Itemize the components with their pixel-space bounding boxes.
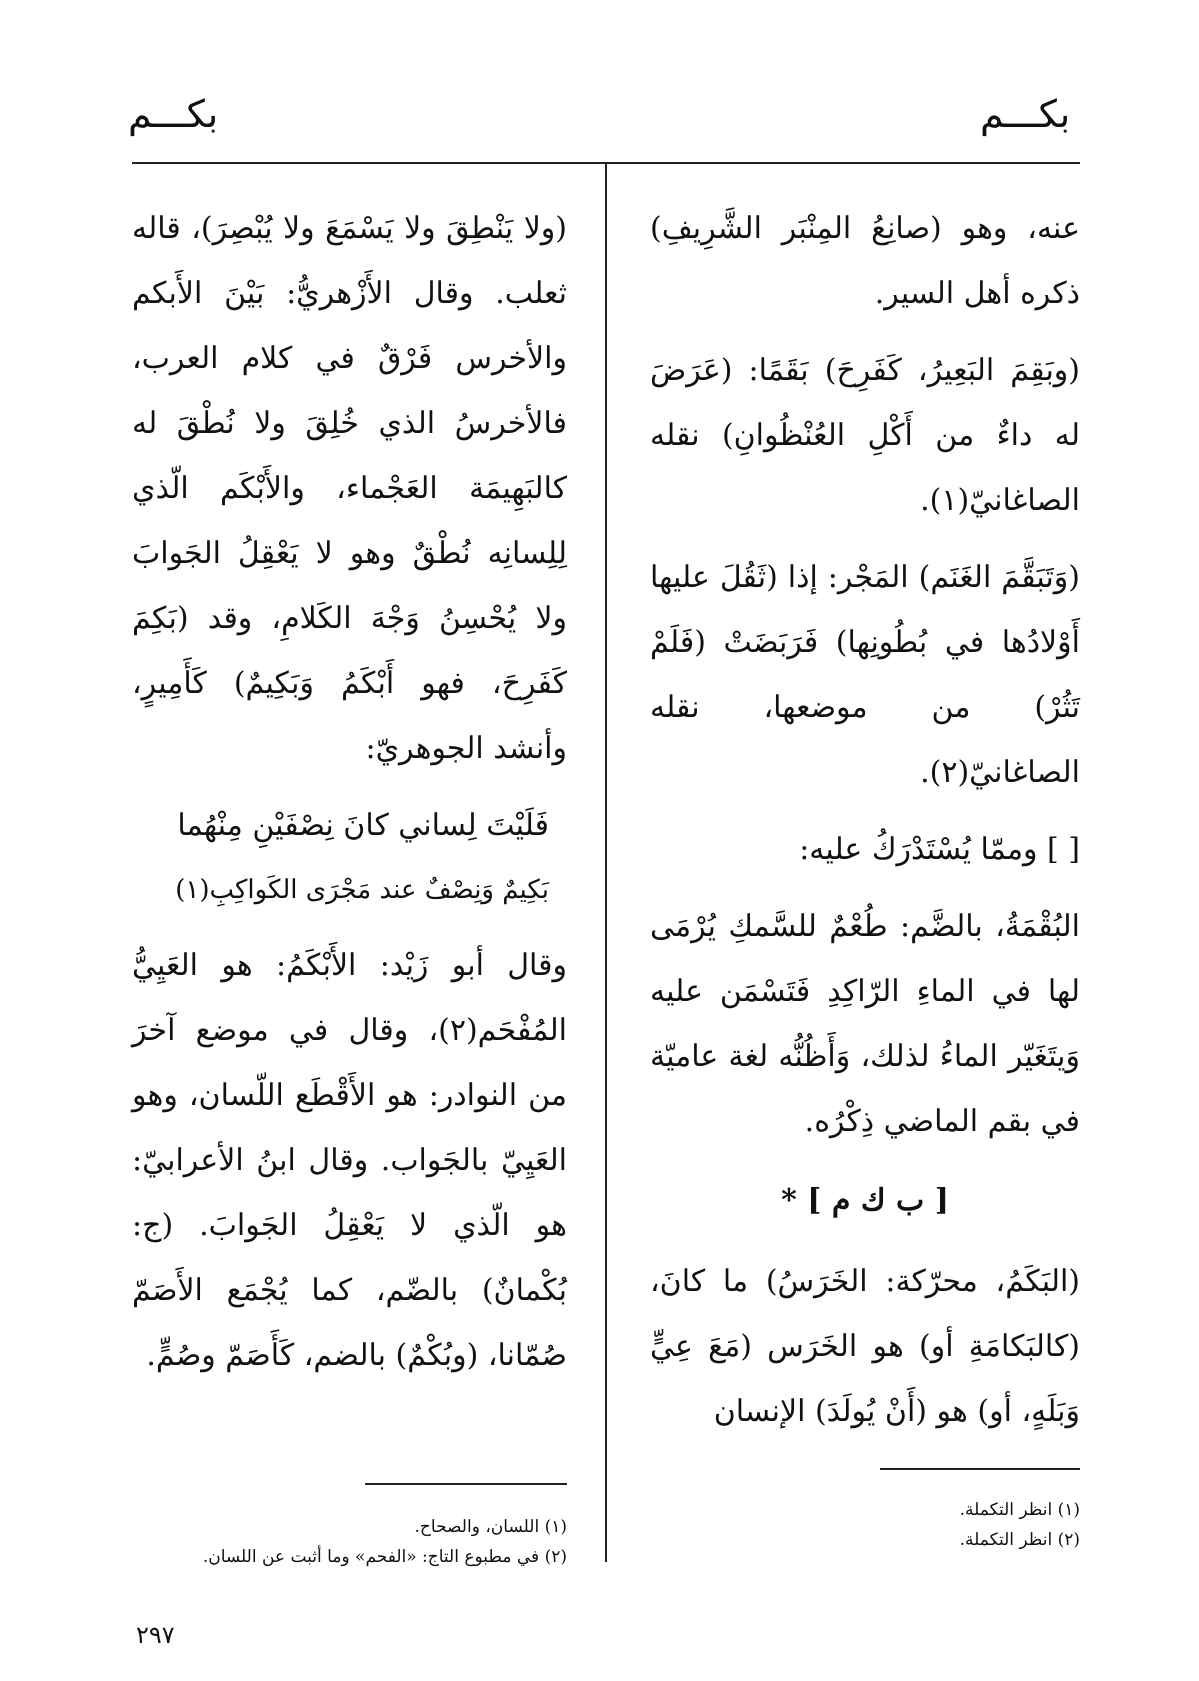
- verse-line: بَكِيمٌ وَنِصْفٌ عند مَجْرَى الكَواكِبِ(١): [175, 875, 549, 905]
- verse: [132, 793, 567, 923]
- paragraph: (وَتَبَقَّمَ الغَنَم) المَجْر: إذا (ثَقُلَ عليها أَوْلادُها في بُطُونِها) فَرَبَضَتْ (فَلَمْ تَثُرْ) من موضعها، نقله الصاغانيّ(٢).: [650, 560, 1080, 790]
- paragraph: (وبَقِمَ البَعِيرُ، كَفَرِحَ) بَقَمًا: (عَرَضَ له داءٌ من أَكْلِ العُنْظُوانِ) نقله الصاغانيّ(١).: [650, 353, 1080, 518]
- verse-line: فَلَيْتَ لِساني كانَ نِصْفَيْنِ مِنْهُما: [177, 808, 549, 843]
- footnote-rule: [365, 1483, 567, 1485]
- footnote: (٢) في مطبوع التاج: «الفحم» وما أثبت عن اللسان.: [202, 1547, 567, 1567]
- column-divider: [605, 162, 607, 1562]
- paragraph: البُقْمَةُ، بالضَّم: طُعْمٌ للسَّمكِ يُرْمَى لها في الماءِ الرّاكِدِ فَتَسْمَن عليه وَيتَغَيّر الماءُ لذلك، وَأَظُنُّه لغة عاميّة في بقم الماضي ذِكْرُه.: [650, 909, 1080, 1139]
- right-column: [650, 196, 1080, 1456]
- paragraph: عنه، وهو (صانِعُ المِنْبَر الشَّرِيفِ) ذكره أهل السير.: [650, 211, 1080, 311]
- footnote: (٢) انظر التكملة.: [959, 1530, 1080, 1550]
- footnotes-right: [780, 1495, 1080, 1555]
- footnote: (١) انظر التكملة.: [959, 1500, 1080, 1520]
- footnote-rule: [880, 1468, 1080, 1470]
- footnote: (١) اللسان، والصحاح.: [414, 1517, 567, 1537]
- running-header-right: بكـــم: [980, 92, 1071, 136]
- entry-heading: [ ب ك م ] *: [781, 1183, 949, 1218]
- paragraph: [ ] وممّا يُسْتَدْرَكُ عليه:: [799, 832, 1080, 867]
- running-header-left: بكـــم: [128, 92, 219, 136]
- paragraph: وقال أبو زَيْد: الأَبْكَمُ: هو العَيِيُّ المُفْحَم(٢)، وقال في موضع آخرَ من النوادر: هو الأَقْطَع اللّسان، وهو العَيِيّ بالجَواب. وقال ابنُ الأعرابيّ: هو الّذي لا يَعْقِلُ الجَوابَ. (ج: بُكْمانٌ) بالضّم، كما يُجْمَع الأَصَمّ صُمّانا، (وبُكْمٌ) بالضم، كَأَصَمّ وصُمٍّ.: [132, 948, 567, 1373]
- paragraph: (البَكَمُ، محرّكة: الخَرَسُ) ما كانَ، (كالبَكامَةِ أو) هو الخَرَس (مَعَ عِيٍّ وَبَلَهٍ، أو) هو (أَنْ يُولَدَ) الإنسان: [650, 1264, 1080, 1429]
- footnotes-left: [132, 1512, 567, 1572]
- paragraph: (ولا يَنْطِقَ ولا يَسْمَعَ ولا يُبْصِرَ)، قاله ثعلب. وقال الأَزْهريُّ: بَيْنَ الأَبكم والأخرس فَرْقٌ في كلام العرب، فالأخرسُ الذي خُلِقَ ولا نُطْقَ له كالبَهِيمَة العَجْماء، والأَبْكَم الّذي لِلِسانِه نُطْقٌ وهو لا يَعْقِلُ الجَوابَ ولا يُحْسِنُ وَجْهَ الكَلامِ، وقد (بَكِمَ كَفَرِحَ، فهو أَبْكَمُ وَبَكِيمٌ) كَأَمِيرٍ، وأنشد الجوهريّ:: [132, 211, 567, 766]
- left-column: [132, 196, 567, 1400]
- page-number: ٢٩٧: [136, 1621, 175, 1649]
